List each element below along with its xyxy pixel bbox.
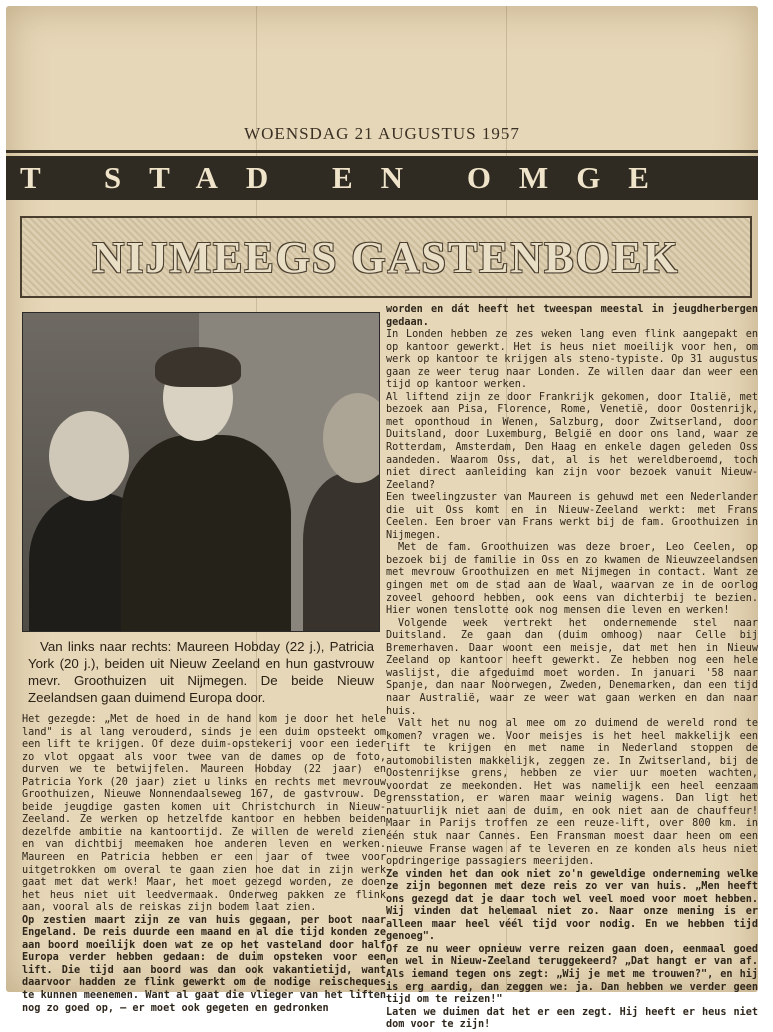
paragraph: Al liftend zijn ze door Frankrijk gekomen, door Italië, met bezoek aan Pisa, Florence, Rome, Venetië, door Oostenrijk, met oponthoud in Wenen, Salzburg, door Zwitserland, door Duitsland, door Luxemburg, België en door ons land, waar ze Rotterdam, Amsterdam, Den Haag en enkele dagen geleden Oss aandeden. Waarom Oss, dat, al is het wereldberoemd, toch niet direct aanleiding kan zijn voor bezoek vanuit Nieuw-Zeeland? <box>386 391 758 491</box>
photo-person-center-body <box>121 435 291 632</box>
paragraph: worden en dát heeft het tweespan meestal in jeugdherbergen gedaan. <box>386 304 758 328</box>
paragraph: Of ze nu weer opnieuw verre reizen gaan doen, eenmaal goed en wel in Nieuw-Zeeland teruggekeerd? „Dat hangt er van af. Als iemand tegen ons zegt: „Wij je met me trouwen?", en hij is erg aardig, dan zeggen we: ja. Dan hebben we verder geen tijd om te reizen!" <box>386 943 758 1006</box>
paragraph: Valt het nu nog al mee om zo duimend de wereld rond te komen? vragen we. Voor meisjes is het heel makkelijk een lift te krijgen en met name in Nederland stoppen de automobilisten makkelijk, zeggen ze. In Zwitserland, bij de Oostenrijkse grens, hebben ze vier uur moeten wachten, voordat ze meekonden. Het was namelijk een heel eenzaam grensstation, er waren maar weinig wagens. Dan ligt het natuurlijk niet aan de duim, en ook niet aan de chauffeur! Maar in Parijs troffen ze een reuze-lift, over 800 km. in één stuk naar Cannes. Een Fransman moest daar heen om een nieuwe Franse wagen af te leveren en ze konden als heus niet opdringerige passagiers meerijden. <box>386 718 758 868</box>
photo-caption: Van links naar rechts: Maureen Hobday (22 j.), Patricia York (20 j.), beiden uit Nieuw Zeeland en hun gastvrouw mevr. Groothuizen uit Nijmegen. De beide Nieuw Zeelandsen gaan duimend Europa door. <box>28 639 374 705</box>
paragraph: Ze vinden het dan ook niet zo'n geweldige onderneming welke ze zijn begonnen met deze reis zo ver van huis. „Men heeft ons gezegd dat je daar toch wel veel moed voor moet hebben. Wij vinden dat helemaal niet zo. Naar onze mening is er alleen maar heel véél tijd voor nodig. En we hebben tijd genoeg". <box>386 868 758 943</box>
article-column-right <box>386 304 758 1032</box>
photo-person-center-hair <box>155 347 241 387</box>
paragraph: Een tweelingzuster van Maureen is gehuwd met een Nederlander die uit Oss komt en in Nieuw-Zeeland werkt: met Frans Ceelen. Een broer van Frans werkt bij de fam. Groothuizen in Nijmegen. <box>386 492 758 541</box>
rule-line <box>6 150 758 153</box>
paragraph: Met de fam. Groothuizen was deze broer, Leo Ceelen, op bezoek bij de familie in Oss en zo kwamen de Nieuwzeelandsen met mevrouw Groothuizen en met Nijmegen in contact. Want ze gingen met om de stad aan de Waal, waarvan ze in de oorlog zoveel gehoord hebben, ook eens van dichterbij te bezien. Hier wonen tenslotte ook nog mensen die leven en werken! <box>386 542 758 617</box>
photo-person-left-head <box>49 411 129 501</box>
newspaper-clipping <box>6 6 758 1031</box>
article-column-left <box>22 714 386 1015</box>
dateline: WOENSDAG 21 AUGUSTUS 1957 <box>244 124 520 143</box>
paragraph: Volgende week vertrekt het ondernemende stel naar Duitsland. Ze gaan dan (duim omhoog) naar Celle bij Bremerhaven. Daar woont een meisje, dat met hen in Nieuw Zeeland op kantoor heeft gewerkt. Ze hebben nog een hele waslijst, die afgeduimd moet worden. In januari '58 naar Spanje, dan naar Noorwegen, Zweden, Denemarken, dan een tijd naar Australië, waar ze weer wat gaan werken en dan naar huis. <box>386 617 758 717</box>
headline-box <box>20 216 752 298</box>
paragraph: Het gezegde: „Met de hoed in de hand kom je door het hele land" is al lang verouderd, sinds je een duim opsteekt om een lift te krijgen. Of deze duim-opstekerij voor een ieder zo vlot opgaat als voor twee van de dames op de foto, durven we te betwijfelen. Maureen Hobday (22 jaar) en Patricia York (20 jaar) ziet u links en rechts met mevrouw Groothuizen, Nieuwe Nonnendaalseweg 167, de gastvrouw. De beide jeugdige gasten komen uit Christchurch in Nieuw-Zeeland. Ze werken op hetzelfde kantoor en hebben beiden dezelfde ambitie na kantoortijd. Ze willen de wereld zien en van dichtbij meemaken hoe anderen leven en werken. Maureen en Patricia hebben er een jaar of twee voor uitgetrokken om overal te gaan zien hoe dat in zijn werk gaat met dat werk! Maar, het moet gezegd worden, ze doen het heus niet uit leedvermaak. Onderweg pakken ze flink aan, vooral als de reiskas zijn bodem laat zien. <box>22 714 386 914</box>
photo-person-right-body <box>303 473 380 632</box>
headline: NIJMEEGS GASTENBOEK <box>92 232 680 282</box>
article-photo <box>22 312 380 632</box>
paragraph: Op zestien maart zijn ze van huis gegaan, per boot naar Engeland. De reis duurde een maand en al die tijd konden ze aan boord moeilijk doen wat ze op het vasteland door half Europa verder hebben gedaan: de duim opsteken voor een lift. Die tijd aan boord was dan ook vakantietijd, want daarvoor hadden ze flink gewerkt om de nodige reischeques te kunnen meenemen. Want al gaat die vlieger van het liften nog zo goed op, — er moet ook gegeten en gedronken <box>22 914 386 1014</box>
paragraph: In Londen hebben ze zes weken lang even flink aangepakt en op kantoor gewerkt. Het is heus niet moeilijk voor hen, om werk op kantoor te krijgen als steno-typiste. Op 31 augustus gaan ze weer terug naar Londen. Ze willen daar dan weer een tijd op kantoor werken. <box>386 329 758 391</box>
paragraph: Laten we duimen dat het er een zegt. Hij heeft er heus niet dom voor te zijn! <box>386 1006 758 1031</box>
section-banner: T STAD EN OMGE <box>6 156 758 200</box>
